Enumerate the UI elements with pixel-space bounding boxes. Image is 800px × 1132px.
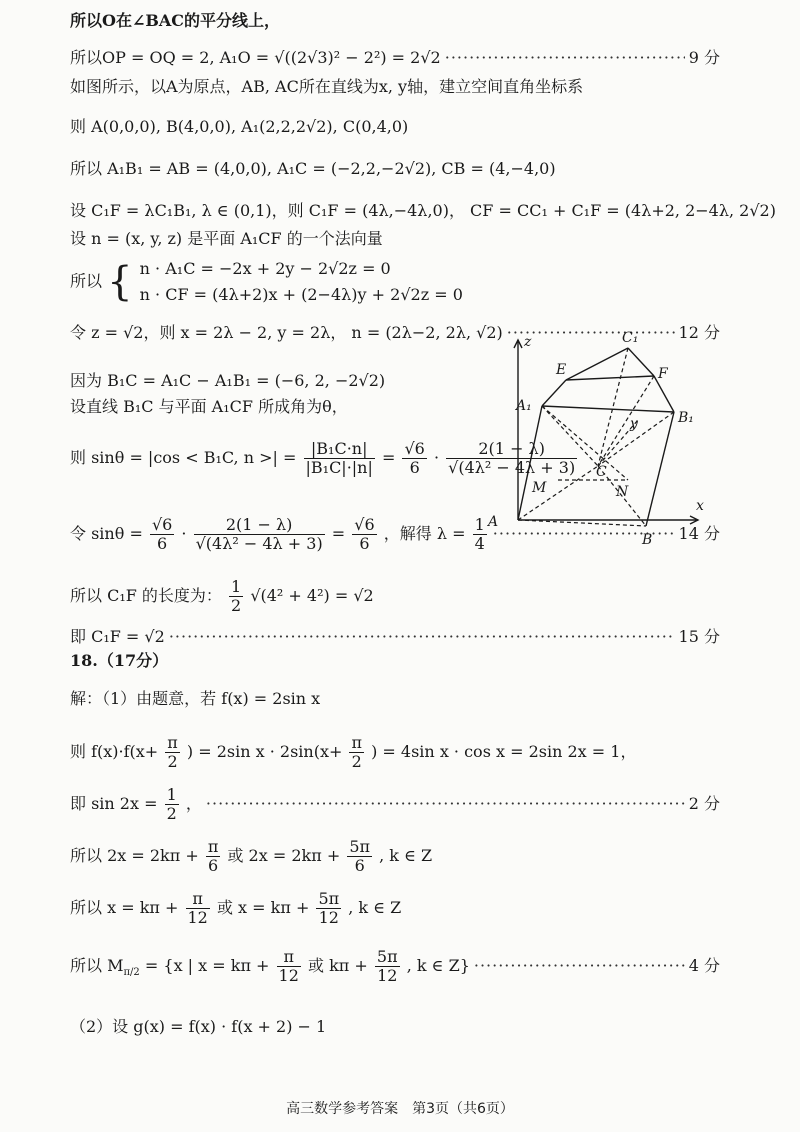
line-c1f-length: 所以 C₁F 的长度为： $\frac{1}{2}$ √(4² + 4²) = √2 <box>70 577 374 615</box>
label-m: M <box>532 480 547 496</box>
edge-e-c1 <box>566 348 628 380</box>
edge-e-f <box>566 376 654 380</box>
line-coordinate-setup: 如图所示，以A为原点，AB, AC所在直线为x, y轴，建立空间直角坐标系 <box>70 77 584 96</box>
edge-a-b <box>518 520 646 526</box>
system-eq-2: n · CF = (4λ+2)x + (2−4λ)y + 2√2z = 0 <box>139 285 463 304</box>
line-solve-lambda: 令 sinθ = $\frac{√6}{6}$ · $\frac{2(1 - \lambda)}{\text{√(4λ² − 4λ + 3)}}$ = $\frac{√6}{6}$ ，解得 λ = $\frac{1}{4}$ ····· 14 分 <box>70 516 720 553</box>
edge-a-a1 <box>518 406 542 520</box>
line-c1f: 设 C₁F = λC₁B₁, λ ∈ (0,1)，则 C₁F = (4λ,−4λ,0)， CF = CC₁ + C₁F = (4λ+2, 2−4λ, 2√2) <box>70 201 776 220</box>
label-c: C <box>596 464 607 480</box>
label-y: y <box>630 416 638 432</box>
score-15: 15 分 <box>678 627 720 646</box>
line-2x-solutions: 所以 2x = 2kπ + $\frac{\pi}{6}$ 或 2x = 2kπ + $\frac{5\pi}{6}$ , k ∈ Z <box>70 837 433 875</box>
label-b1: B₁ <box>678 410 694 426</box>
label-a1: A₁ <box>516 398 532 414</box>
prism-figure <box>478 330 718 550</box>
label-c1: C₁ <box>622 330 639 346</box>
score-14: 14 分 <box>678 524 720 543</box>
system-eq-1: n · A₁C = −2x + 2y − 2√2z = 0 <box>139 259 391 278</box>
line-sin-theta: 则 sinθ = |cos < B₁C, n >| = $\frac{\text{|B₁C·n|}}{\text{|B₁C|·|n|}}$ = $\frac{√6}{6}$ · $\frac{2(1 - \lambda)}{\text{√(4λ² − 4λ + 3)}}$ <box>70 439 576 477</box>
line-points: 则 A(0,0,0), B(4,0,0), A₁(2,2,2√2), C(0,4,0) <box>70 117 409 136</box>
page-footer: 高三数学参考答案 第3页（共6页） <box>286 1101 514 1117</box>
line-x-solutions: 所以 x = kπ + $\frac{\pi}{12}$ 或 x = kπ + $\frac{5\pi}{12}$ , k ∈ Z <box>70 889 402 927</box>
label-x: x <box>696 498 704 514</box>
diag-a1-c <box>542 406 598 466</box>
label-a: A <box>488 514 499 530</box>
edge-c1-f <box>628 348 654 376</box>
line-part-2: （2）设 g(x) = f(x) · f(x + 2) − 1 <box>70 1017 327 1036</box>
line-vectors: 所以 A₁B₁ = AB = (4,0,0), A₁C = (−2,2,−2√2), CB = (4,−4,0) <box>70 159 556 178</box>
edge-a1-b1 <box>542 406 674 412</box>
score-4: 4 分 <box>688 956 720 975</box>
label-n: N <box>616 484 629 500</box>
line-normal-vector: 设 n = (x, y, z) 是平面 A₁CF 的一个法向量 <box>70 229 383 248</box>
label-b: B <box>642 532 653 548</box>
line-set-m: 所以 $M_{\pi/2} = \{x$ | x = kπ + $\frac{\pi}{12}$ 或 kπ + $\frac{5\pi}{12}$ , k ∈ Z} ····· 4 分 <box>70 948 720 985</box>
line-equation-system: 所以 { n · A₁C = −2x + 2y − 2√2z = 0 n · CF = (4λ+2)x + (2−4λ)y + 2√2z = 0 <box>70 256 463 308</box>
score-9: 9 分 <box>688 48 720 67</box>
line-o-bisector: 所以O在∠BAC的平分线上， <box>70 11 281 30</box>
score-2: 2 分 <box>688 794 720 813</box>
line-b1c: 因为 B₁C = A₁C − A₁B₁ = (−6, 2, −2√2) <box>70 371 386 390</box>
line-op-oq: 所以OP = OQ = 2, A₁O = √((2√3)² − 2²) = 2√2 ····· 9 分 <box>70 45 720 68</box>
line-solution-intro: 解：（1）由题意，若 f(x) = 2sin x <box>70 689 321 708</box>
diag-f-c <box>598 376 654 466</box>
line-product: 则 f(x)·f(x+ $\frac{\pi}{2}$ ) = 2sin x · 2sin(x+ $\frac{\pi}{2}$ ) = 4sin x · cos x = 2sin 2x = 1， <box>70 733 637 771</box>
score-12: 12 分 <box>678 323 720 342</box>
line-sin2x: 即 sin 2x = $\frac{1}{2}$ ， ····· 2 分 <box>70 786 720 823</box>
line-solve-n: 令 z = √2，则 x = 2λ − 2, y = 2λ， n = (2λ−2, 2λ, √2) ····· 12 分 <box>70 320 720 343</box>
line-c1f-result: 即 C₁F = √2 ····· 15 分 <box>70 624 720 647</box>
line-angle-theta: 设直线 B₁C 与平面 A₁CF 所成角为θ， <box>70 397 348 416</box>
label-f: F <box>658 366 668 382</box>
edge-a-c <box>518 466 598 520</box>
edge-a1-e <box>542 380 566 406</box>
diag-a1-n <box>542 406 628 480</box>
label-z: z <box>524 334 532 350</box>
label-e: E <box>556 362 567 378</box>
problem-18-heading: 18.（17分） <box>70 651 169 670</box>
